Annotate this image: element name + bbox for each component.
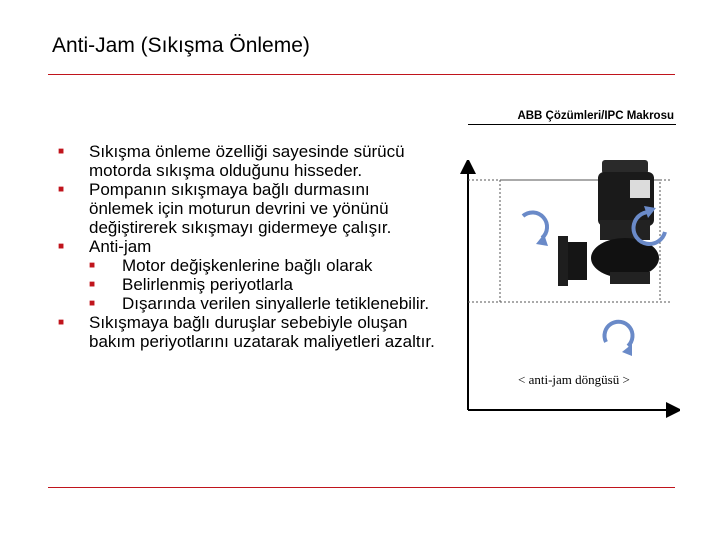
bullet-text: Pompanın sıkışmaya bağlı durmasını önlemek için moturun devrini ve yönünü değiştirerek sıkışmayı gidermeye çalışır.	[89, 180, 392, 237]
square-bullet-icon: ■	[89, 279, 96, 290]
square-bullet-icon: ■	[58, 146, 65, 157]
bullet-text: Sıkışmaya bağlı duruşlar sebebiyle oluşan bakım periyotlarını uzatarak maliyetleri azaltır.	[89, 313, 435, 351]
title-divider	[48, 74, 675, 75]
bullet-item	[58, 180, 438, 237]
bullet-list	[58, 142, 438, 351]
bullet-item	[58, 237, 438, 256]
bullet-item	[58, 142, 438, 180]
square-bullet-icon: ■	[89, 260, 96, 271]
sub-bullet-text: Motor değişkenlerine bağlı olarak	[122, 256, 373, 275]
square-bullet-icon: ■	[58, 184, 65, 195]
rotate-clockwise-icon	[523, 212, 548, 246]
square-bullet-icon: ■	[58, 241, 65, 252]
bullet-item	[58, 313, 438, 351]
sub-bullet-text: Belirlenmiş periyotlarla	[122, 275, 294, 294]
sub-bullet-item	[58, 275, 438, 294]
subtitle-underline	[468, 124, 676, 125]
rotate-bottom-icon	[605, 322, 633, 356]
pump-image	[558, 160, 659, 286]
footer-divider	[48, 487, 675, 488]
diagram-subtitle: ABB Çözümleri/IPC Makrosu	[517, 110, 674, 122]
sub-bullet-item	[58, 294, 438, 313]
square-bullet-icon: ■	[89, 298, 96, 309]
sub-bullet-item	[58, 256, 438, 275]
slide-title: Anti-Jam (Sıkışma Önleme)	[52, 34, 310, 57]
anti-jam-cycle-label: < anti-jam döngüsü >	[518, 372, 630, 387]
square-bullet-icon: ■	[58, 317, 65, 328]
sub-bullet-text: Dışarında verilen sinyallerle tetiklenebilir.	[122, 294, 430, 313]
bullet-text: Sıkışma önleme özelliği sayesinde sürücü motorda sıkışma olduğunu hisseder.	[89, 142, 405, 180]
bullet-text: Anti-jam	[89, 237, 152, 256]
